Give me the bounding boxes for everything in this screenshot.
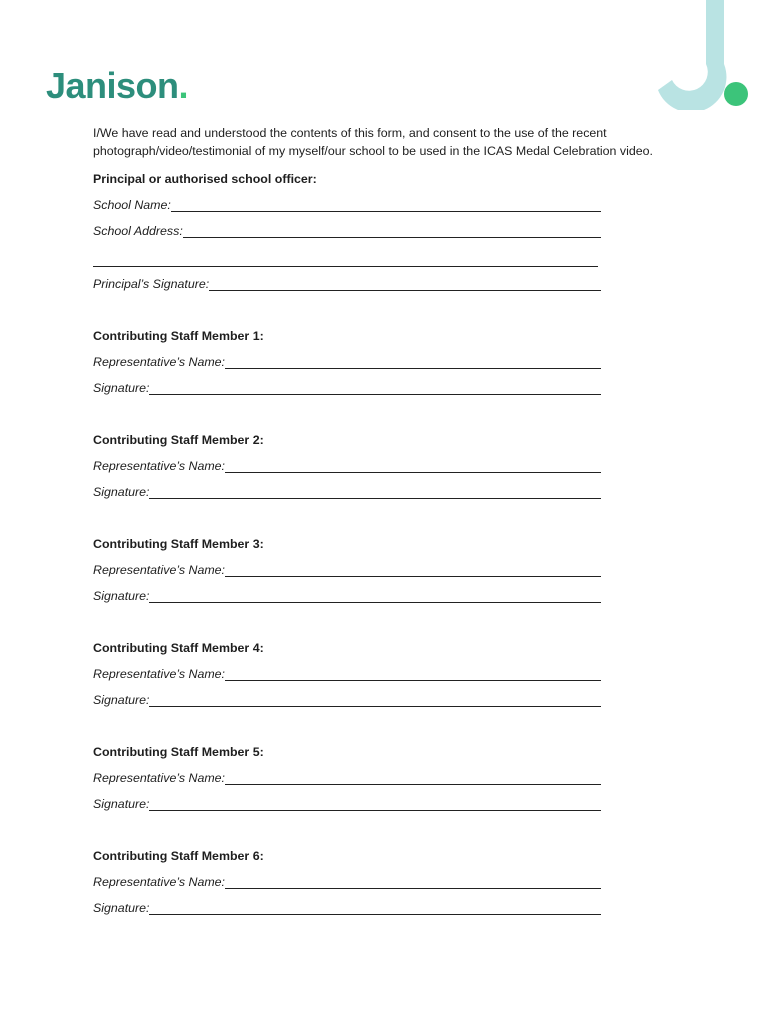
- school-address-input-line[interactable]: [183, 223, 601, 238]
- school-name-field: [93, 196, 601, 214]
- representative-name-input-line[interactable]: [225, 354, 601, 369]
- staff-member-title: Contributing Staff Member 5:: [93, 745, 264, 759]
- representative-name-label: Representative’s Name:: [93, 875, 226, 889]
- signature-field: [93, 795, 601, 813]
- signature-label: Signature:: [93, 797, 150, 811]
- logo-text: Janison: [46, 65, 179, 106]
- principal-signature-field: [93, 275, 601, 293]
- logo-dot: .: [178, 65, 189, 106]
- signature-label: Signature:: [93, 381, 150, 395]
- staff-member-title: Contributing Staff Member 6:: [93, 849, 264, 863]
- janison-logo: [46, 65, 189, 106]
- representative-name-field: [93, 457, 601, 475]
- signature-field: [93, 899, 601, 917]
- staff-member-title: Contributing Staff Member 1:: [93, 329, 264, 343]
- representative-name-field: [93, 769, 601, 787]
- signature-field: [93, 483, 601, 501]
- school-address-field: [93, 222, 601, 240]
- signature-input-line[interactable]: [149, 796, 601, 811]
- representative-name-label: Representative’s Name:: [93, 771, 226, 785]
- school-name-label: School Name:: [93, 198, 171, 212]
- signature-label: Signature:: [93, 589, 150, 603]
- signature-field: [93, 587, 601, 605]
- school-address-second-line[interactable]: [93, 248, 598, 267]
- signature-field: [93, 691, 601, 709]
- representative-name-field: [93, 353, 601, 371]
- staff-member-2-section: [93, 431, 663, 501]
- staff-member-3-section: [93, 535, 663, 605]
- signature-label: Signature:: [93, 485, 150, 499]
- representative-name-input-line[interactable]: [225, 874, 601, 889]
- signature-field: [93, 379, 601, 397]
- consent-form: [93, 124, 663, 917]
- representative-name-field: [93, 873, 601, 891]
- representative-name-label: Representative’s Name:: [93, 667, 226, 681]
- principal-section-title: Principal or authorised school officer:: [93, 172, 317, 186]
- representative-name-input-line[interactable]: [225, 562, 601, 577]
- brand-j-mark-icon: [650, 0, 760, 110]
- signature-label: Signature:: [93, 693, 150, 707]
- signature-label: Signature:: [93, 901, 150, 915]
- principal-signature-input-line[interactable]: [209, 276, 601, 291]
- staff-member-5-section: [93, 743, 663, 813]
- signature-input-line[interactable]: [149, 484, 601, 499]
- principal-signature-label: Principal’s Signature:: [93, 277, 210, 291]
- staff-member-6-section: [93, 847, 663, 917]
- staff-member-title: Contributing Staff Member 4:: [93, 641, 264, 655]
- principal-section: [93, 170, 663, 293]
- school-address-label: School Address:: [93, 224, 183, 238]
- representative-name-input-line[interactable]: [225, 458, 601, 473]
- representative-name-label: Representative’s Name:: [93, 459, 226, 473]
- consent-statement: I/We have read and understood the contents of this form, and consent to the use of the recent photograph/video/testimonial of my myself/our school to be used in the ICAS Medal Celebration video.: [93, 126, 653, 158]
- signature-input-line[interactable]: [149, 692, 601, 707]
- signature-input-line[interactable]: [149, 380, 601, 395]
- staff-member-title: Contributing Staff Member 2:: [93, 433, 264, 447]
- signature-input-line[interactable]: [149, 900, 601, 915]
- representative-name-field: [93, 665, 601, 683]
- representative-name-label: Representative’s Name:: [93, 355, 226, 369]
- staff-member-title: Contributing Staff Member 3:: [93, 537, 264, 551]
- staff-member-4-section: [93, 639, 663, 709]
- staff-member-1-section: [93, 327, 663, 397]
- representative-name-input-line[interactable]: [225, 666, 601, 681]
- representative-name-label: Representative’s Name:: [93, 563, 226, 577]
- signature-input-line[interactable]: [149, 588, 601, 603]
- representative-name-field: [93, 561, 601, 579]
- representative-name-input-line[interactable]: [225, 770, 601, 785]
- school-name-input-line[interactable]: [171, 197, 601, 212]
